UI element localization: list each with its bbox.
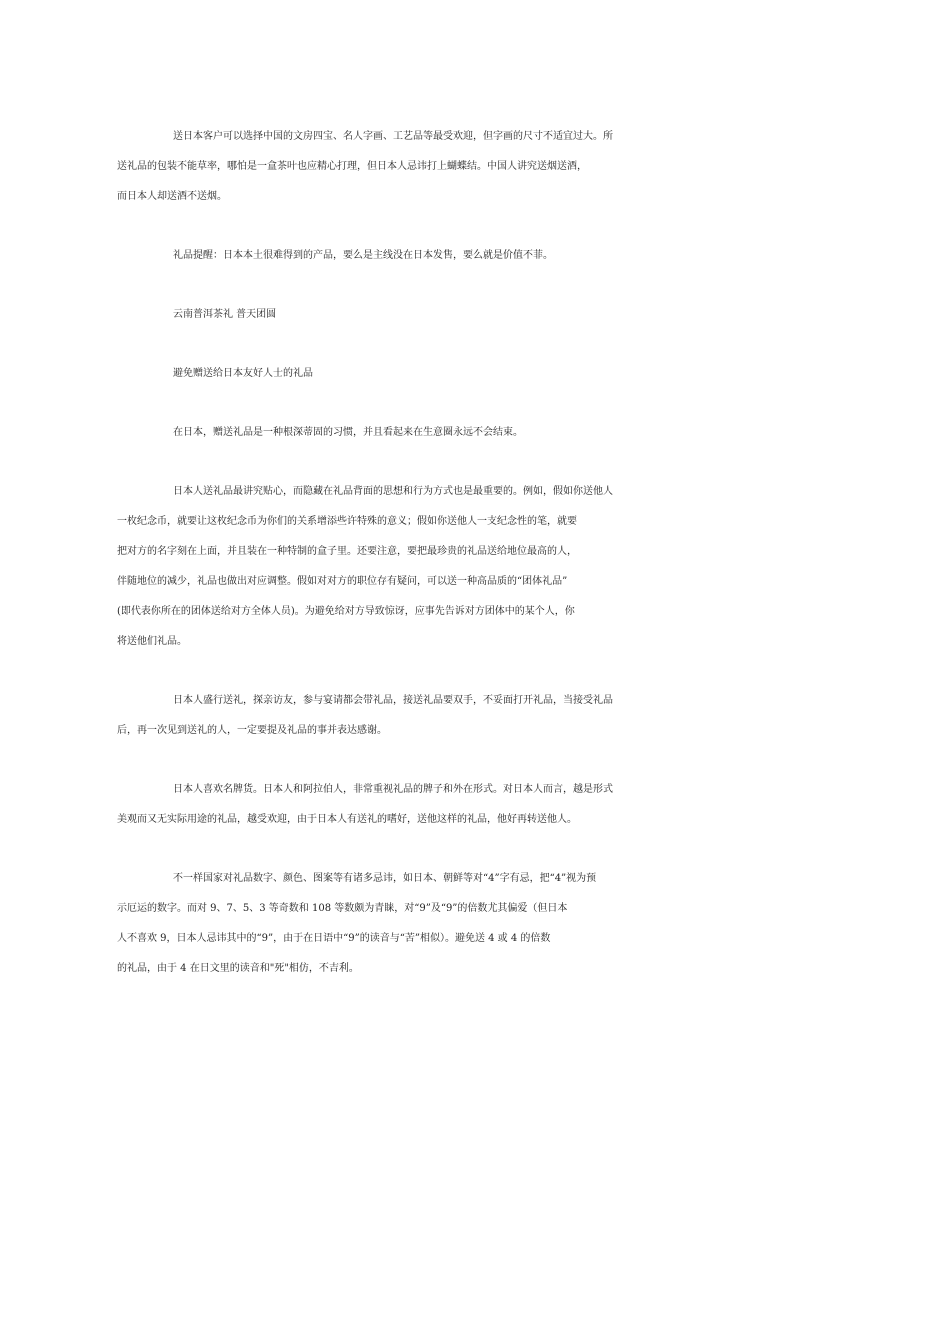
paragraph-line: 云南普洱茶礼 普天团圆	[173, 309, 277, 320]
paragraph-line: 而日本人却送酒不送烟。	[117, 191, 227, 202]
paragraph	[117, 122, 815, 212]
paragraph	[145, 418, 815, 448]
paragraph-line: 一枚纪念币，就要让这枚纪念币为你们的关系增添些许特殊的意义；假如你送他人一支纪念性的笔，就要	[117, 516, 577, 527]
paragraph-line: 将送他们礼品。	[117, 636, 187, 647]
paragraph	[117, 864, 815, 984]
paragraph-line: 伴随地位的减少，礼品也做出对应调整。假如对对方的职位存有疑问，可以送一种高品质的“团体礼品”	[117, 576, 568, 587]
paragraph-line: 送礼品的包装不能草率，哪怕是一盒茶叶也应精心打理，但日本人忌讳打上蝴蝶结。中国人讲究送烟送酒，	[117, 161, 587, 172]
paragraph	[117, 775, 815, 835]
paragraph-line: (即代表你所在的团体送给对方全体人员)。为避免给对方导致惊讶，应事先告诉对方团体中的某个人，你	[117, 606, 575, 617]
paragraph-line: 日本人送礼品最讲究贴心，而隐藏在礼品背面的思想和行为方式也是最重要的。例如，假如你送他人	[173, 486, 613, 497]
paragraph-line: 礼品提醒：日本本土很难得到的产品，要么是主线没在日本发售，要么就是价值不菲。	[173, 250, 553, 261]
paragraph	[145, 359, 815, 389]
paragraph-line: 美观而又无实际用途的礼品，越受欢迎，由于日本人有送礼的嗜好，送他这样的礼品，他好再转送他人。	[117, 814, 577, 825]
paragraph	[117, 686, 815, 746]
paragraph-line: 避免赠送给日本友好人士的礼品	[173, 368, 313, 379]
paragraph-line: 的礼品，由于 4 在日文里的读音和"死"相仿，不吉利。	[117, 963, 359, 974]
paragraph-line: 把对方的名字刻在上面，并且装在一种特制的盒子里。还要注意，要把最珍贵的礼品送给地位最高的人，	[117, 546, 577, 557]
paragraph	[145, 241, 815, 271]
paragraph-line: 日本人喜欢名牌货。日本人和阿拉伯人，非常重视礼品的牌子和外在形式。对日本人而言，越是形式	[173, 784, 613, 795]
document-body	[117, 122, 815, 1013]
paragraph-line: 在日本，赠送礼品是一种根深蒂固的习惯，并且看起来在生意圈永远不会结束。	[173, 427, 523, 438]
paragraph	[145, 300, 815, 330]
paragraph-line: 后，再一次见到送礼的人，一定要提及礼品的事并表达感谢。	[117, 725, 387, 736]
paragraph	[117, 477, 815, 657]
paragraph-line: 送日本客户可以选择中国的文房四宝、名人字画、工艺品等最受欢迎，但字画的尺寸不适宜过大。所	[173, 131, 613, 142]
paragraph-line: 不一样国家对礼品数字、颜色、图案等有诸多忌讳，如日本、朝鲜等对“4”字有忌，把“4”视为预	[173, 873, 597, 884]
paragraph-line: 示厄运的数字。而对 9、7、5、3 等奇数和 108 等数颇为青睐，对“9”及“9”的倍数尤其偏爱（但日本	[117, 903, 568, 914]
paragraph-line: 人不喜欢 9，日本人忌讳其中的“9”，由于在日语中“9”的读音与“苦”相似）。避免送 4 或 4 的倍数	[117, 933, 551, 944]
paragraph-line: 日本人盛行送礼，探亲访友，参与宴请都会带礼品，接送礼品要双手，不妥面打开礼品，当接受礼品	[173, 695, 613, 706]
